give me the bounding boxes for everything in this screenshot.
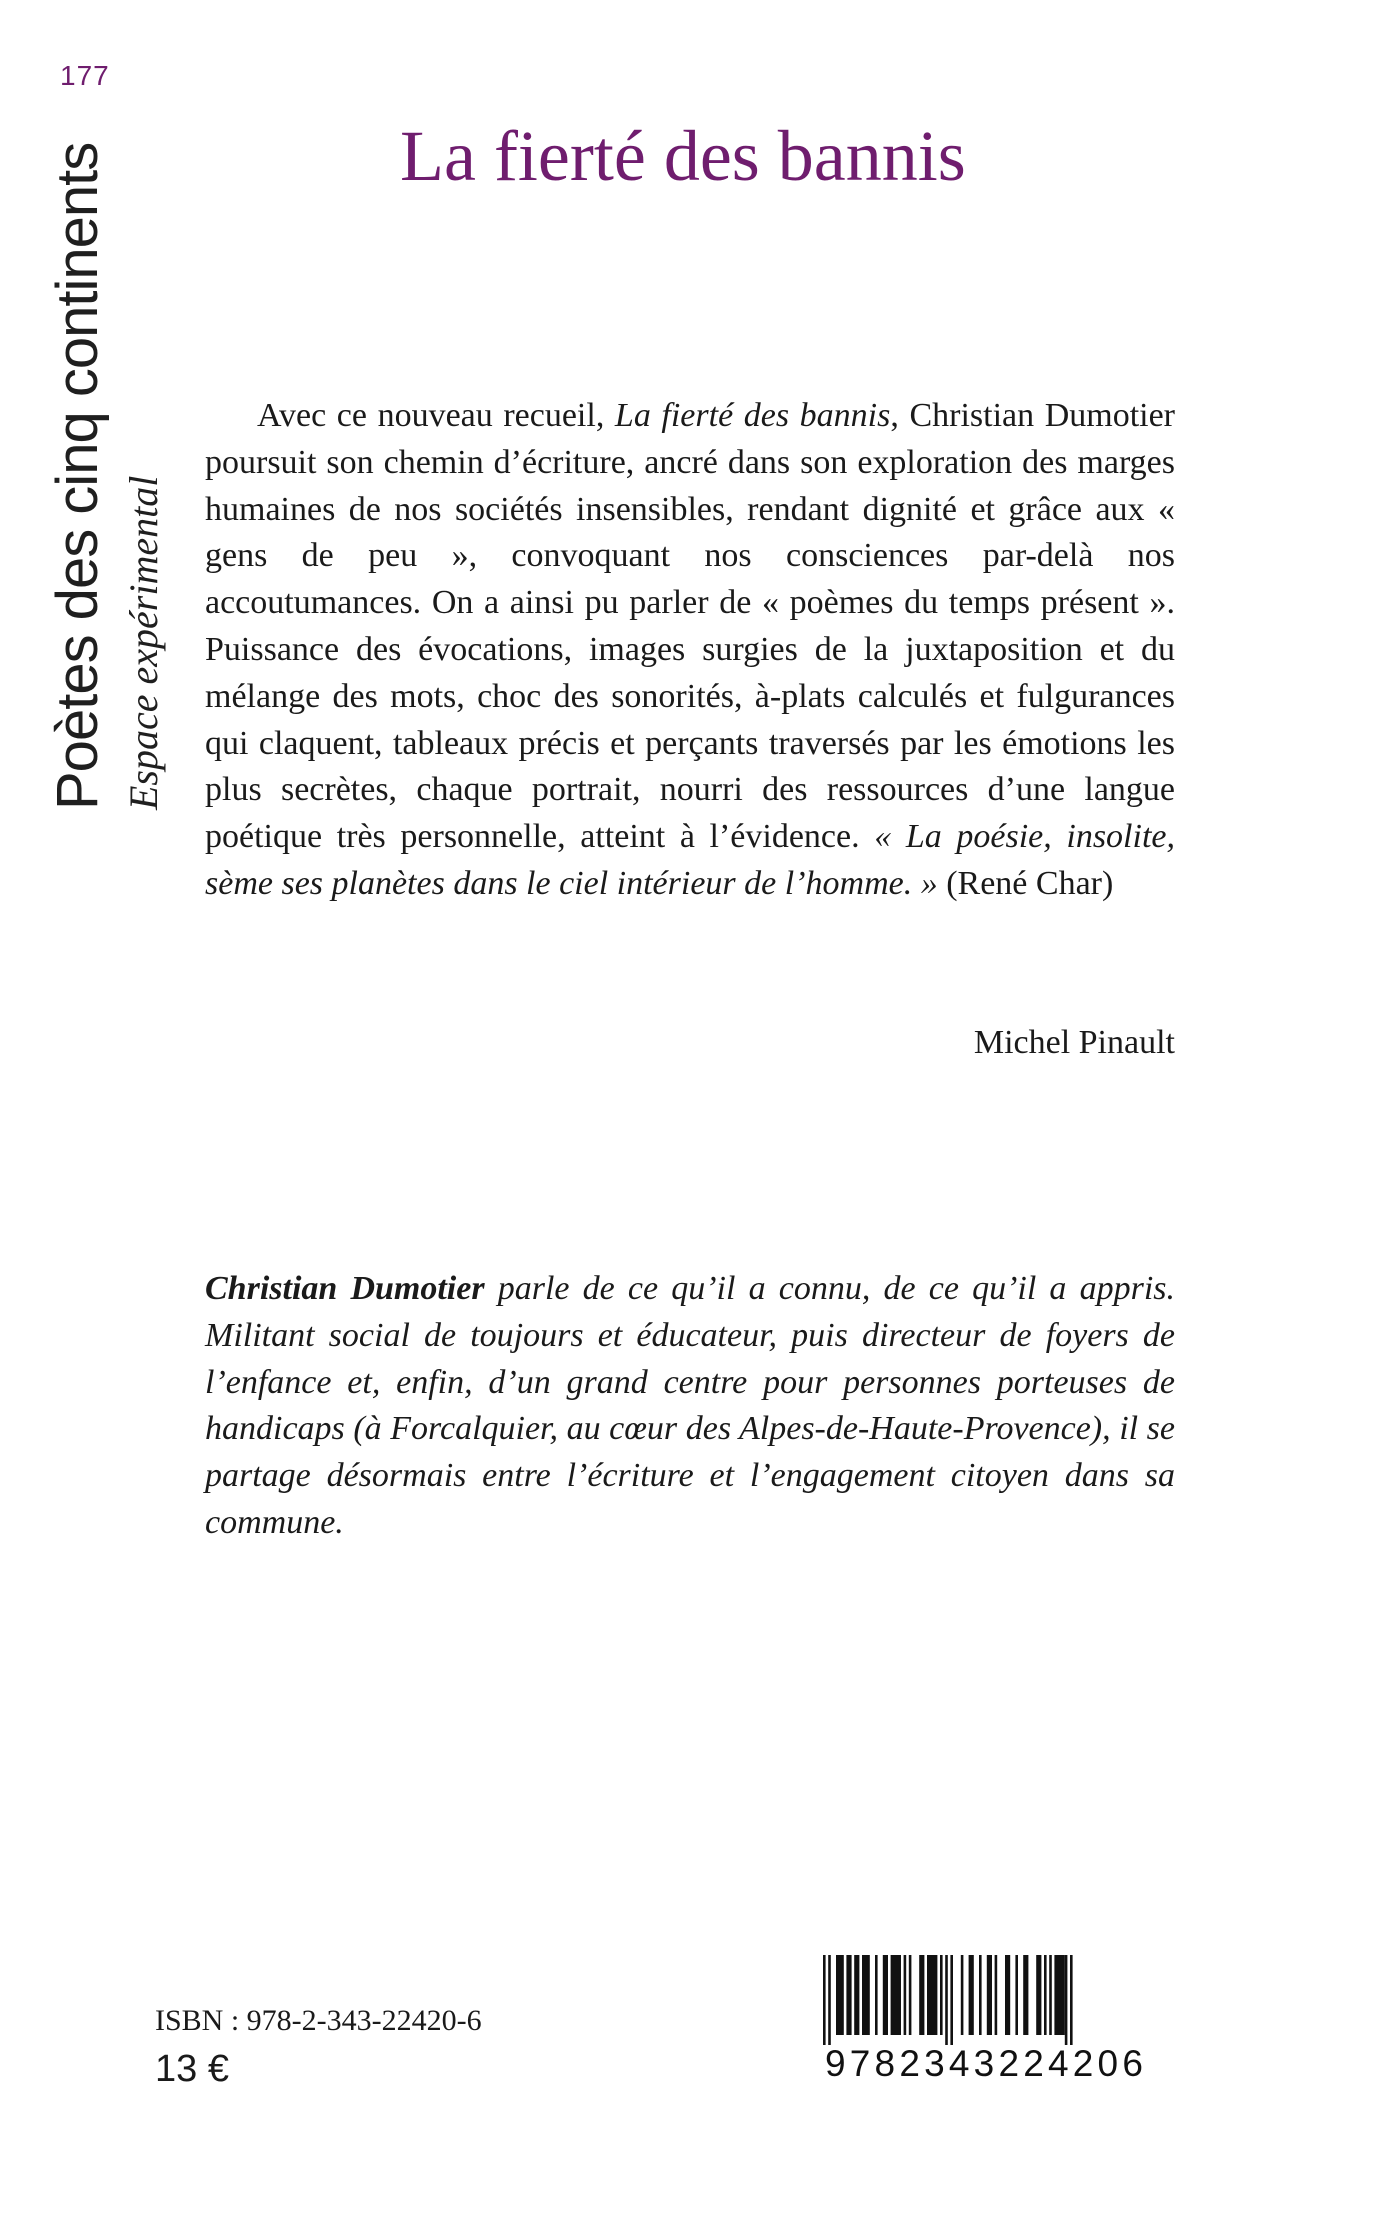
barcode-bar bbox=[1049, 1955, 1052, 2035]
blurb-text-start: Avec ce nouveau recueil, bbox=[257, 397, 615, 434]
blurb-quote: « La poésie, insolite, sème ses planètes dans le ciel intérieur de l’homme. » bbox=[205, 818, 1175, 902]
barcode-bar bbox=[919, 1955, 924, 2035]
price: 13 € bbox=[155, 2048, 229, 2090]
blurb-quote-author: (René Char) bbox=[937, 864, 1114, 902]
barcode-bar bbox=[927, 1955, 937, 2035]
barcode-bar bbox=[823, 1955, 826, 2045]
barcode-bar bbox=[828, 1955, 831, 2045]
barcode-bar bbox=[909, 1955, 912, 2035]
barcode-bar bbox=[862, 1955, 870, 2035]
barcode-bar bbox=[945, 1955, 948, 2045]
blurb-paragraph bbox=[205, 393, 1175, 908]
series-spine bbox=[40, 130, 190, 810]
barcode-bar bbox=[1070, 1955, 1073, 2045]
barcode-bar bbox=[1005, 1955, 1010, 2035]
barcode-bar bbox=[1054, 1955, 1064, 2035]
barcode-bar bbox=[846, 1955, 851, 2035]
barcode-bar bbox=[987, 1955, 992, 2035]
barcode-bar bbox=[995, 1955, 998, 2035]
barcode-bar bbox=[961, 1955, 964, 2035]
barcode-bar bbox=[836, 1955, 844, 2035]
barcode-bar bbox=[854, 1955, 859, 2035]
series-subtitle: Espace expérimental bbox=[121, 475, 166, 810]
barcode-bars bbox=[815, 1955, 1175, 2045]
isbn: ISBN : 978-2-343-22420-6 bbox=[155, 2004, 482, 2037]
author-bio-text: parle de ce qu’il a connu, de ce qu’il a appris. Militant social de toujours et éducateur, puis directeur de foyers de l’enfance et, enfin, d’un grand centre pour personnes porteuses de handicaps (à Forcalquier, au cœur des Alpes-de-Haute-Provence), il se partage désormais entre l’écriture et l’engagement citoyen dans sa commune. bbox=[205, 1270, 1175, 1541]
barcode-bar bbox=[904, 1955, 907, 2035]
barcode-bar bbox=[891, 1955, 901, 2035]
barcode-bar bbox=[1015, 1955, 1018, 2035]
barcode-bar bbox=[950, 1955, 953, 2045]
barcode-bar bbox=[875, 1955, 878, 2035]
series-title: Poètes des cinq continents bbox=[45, 142, 110, 810]
blurb-text-main: , Christian Dumotier poursuit son chemin d’écriture, ancré dans son exploration des marges humaines de nos sociétés insensibles, rendant dignité et grâce aux « gens de peu », convoquant nos consciences par-delà nos accoutumances. On a ainsi pu parler de « poèmes du temps présent ». Puissance des évocations, images surgies de la juxtaposition et du mélange des mots, choc des sonorités, à-plats calculés et fulgurances qui claquent, tableaux précis et perçants traversés par les émotions les plus secrètes, chaque portrait, nourri des ressources d’une langue poétique très personnelle, atteint à l’évidence. bbox=[205, 397, 1176, 856]
blurb-signature: Michel Pinault bbox=[973, 1024, 1175, 1061]
barcode bbox=[815, 1955, 1175, 2091]
barcode-bar bbox=[1036, 1955, 1041, 2035]
barcode-bar bbox=[883, 1955, 888, 2035]
barcode-bar bbox=[979, 1955, 982, 2035]
barcode-bar bbox=[1044, 1955, 1047, 2035]
barcode-bar bbox=[1065, 1955, 1068, 2045]
blurb-book-title: La fierté des bannis bbox=[614, 397, 891, 434]
series-number: 177 bbox=[60, 60, 110, 91]
barcode-bar bbox=[969, 1955, 974, 2035]
author-name: Christian Dumotier bbox=[205, 1270, 485, 1307]
author-bio bbox=[205, 1266, 1175, 1547]
barcode-bar bbox=[940, 1955, 943, 2035]
barcode-digits: 9782343224206 bbox=[825, 2043, 1148, 2084]
barcode-bar bbox=[1023, 1955, 1028, 2035]
book-title: La fierté des bannis bbox=[400, 116, 966, 196]
